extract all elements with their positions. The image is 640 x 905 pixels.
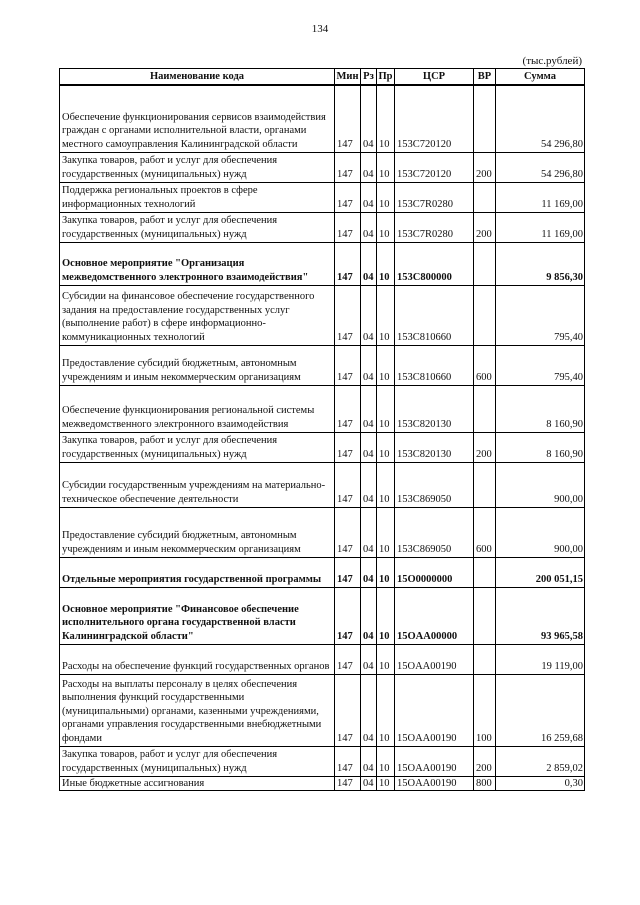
table-header-row bbox=[60, 69, 585, 86]
table-row bbox=[60, 152, 585, 182]
row-name-cell: Расходы на выплаты персоналу в целях обеспечения выполнения функций государственными (муниципальными) органами, казенными учреждениями, органами управления государственными внебюджетными фондами bbox=[60, 674, 335, 746]
units-label: (тыс.рублей) bbox=[522, 55, 582, 67]
row-vr-cell: 200 bbox=[474, 746, 496, 776]
row-vr-cell: 200 bbox=[474, 212, 496, 242]
row-csr-cell: 15O0000000 bbox=[395, 557, 474, 587]
row-pr-cell: 10 bbox=[377, 385, 395, 432]
row-name-cell: Основное мероприятие "Организация межведомственного электронного взаимодействия" bbox=[60, 242, 335, 285]
row-min-cell: 147 bbox=[335, 432, 361, 462]
header-pr: Пр bbox=[377, 69, 395, 86]
table-row bbox=[60, 746, 585, 776]
row-sum-cell: 900,00 bbox=[496, 507, 585, 557]
header-vr: ВР bbox=[474, 69, 496, 86]
row-name-cell: Основное мероприятие "Финансовое обеспечение исполнительного органа государственной власти Калининградской области" bbox=[60, 587, 335, 644]
row-csr-cell: 15OAA00190 bbox=[395, 776, 474, 791]
row-min-cell: 147 bbox=[335, 557, 361, 587]
row-vr-cell: 800 bbox=[474, 776, 496, 791]
row-pr-cell: 10 bbox=[377, 345, 395, 385]
row-sum-cell: 8 160,90 bbox=[496, 385, 585, 432]
row-pr-cell: 10 bbox=[377, 182, 395, 212]
row-pr-cell: 10 bbox=[377, 285, 395, 345]
row-min-cell: 147 bbox=[335, 674, 361, 746]
row-csr-cell: 15OAA00190 bbox=[395, 644, 474, 674]
row-rz-cell: 04 bbox=[361, 644, 377, 674]
row-csr-cell: 153C820130 bbox=[395, 385, 474, 432]
row-pr-cell: 10 bbox=[377, 507, 395, 557]
row-min-cell: 147 bbox=[335, 285, 361, 345]
row-min-cell: 147 bbox=[335, 644, 361, 674]
row-name-cell: Закупка товаров, работ и услуг для обеспечения государственных (муниципальных) нужд bbox=[60, 746, 335, 776]
table-row bbox=[60, 776, 585, 791]
row-sum-cell: 19 119,00 bbox=[496, 644, 585, 674]
row-rz-cell: 04 bbox=[361, 462, 377, 507]
row-csr-cell: 153C720120 bbox=[395, 85, 474, 152]
row-sum-cell: 54 296,80 bbox=[496, 85, 585, 152]
table-row bbox=[60, 85, 585, 152]
row-csr-cell: 15OAA00190 bbox=[395, 746, 474, 776]
row-sum-cell: 54 296,80 bbox=[496, 152, 585, 182]
row-sum-cell: 795,40 bbox=[496, 285, 585, 345]
table-row bbox=[60, 385, 585, 432]
row-min-cell: 147 bbox=[335, 242, 361, 285]
table-row bbox=[60, 462, 585, 507]
row-csr-cell: 153C869050 bbox=[395, 462, 474, 507]
row-rz-cell: 04 bbox=[361, 385, 377, 432]
table-row bbox=[60, 212, 585, 242]
row-pr-cell: 10 bbox=[377, 776, 395, 791]
row-pr-cell: 10 bbox=[377, 85, 395, 152]
header-csr: ЦСР bbox=[395, 69, 474, 86]
table-row bbox=[60, 242, 585, 285]
row-rz-cell: 04 bbox=[361, 345, 377, 385]
row-pr-cell: 10 bbox=[377, 587, 395, 644]
row-rz-cell: 04 bbox=[361, 507, 377, 557]
row-vr-cell bbox=[474, 242, 496, 285]
row-min-cell: 147 bbox=[335, 85, 361, 152]
row-rz-cell: 04 bbox=[361, 242, 377, 285]
row-rz-cell: 04 bbox=[361, 776, 377, 791]
row-name-cell: Иные бюджетные ассигнования bbox=[60, 776, 335, 791]
row-name-cell: Закупка товаров, работ и услуг для обеспечения государственных (муниципальных) нужд bbox=[60, 432, 335, 462]
table-row bbox=[60, 345, 585, 385]
row-csr-cell: 153C810660 bbox=[395, 345, 474, 385]
row-min-cell: 147 bbox=[335, 462, 361, 507]
header-rz: Рз bbox=[361, 69, 377, 86]
row-pr-cell: 10 bbox=[377, 432, 395, 462]
row-name-cell: Закупка товаров, работ и услуг для обеспечения государственных (муниципальных) нужд bbox=[60, 152, 335, 182]
row-name-cell: Отдельные мероприятия государственной программы bbox=[60, 557, 335, 587]
table-row bbox=[60, 587, 585, 644]
row-sum-cell: 11 169,00 bbox=[496, 212, 585, 242]
row-pr-cell: 10 bbox=[377, 152, 395, 182]
row-rz-cell: 04 bbox=[361, 557, 377, 587]
header-name: Наименование кода bbox=[60, 69, 335, 86]
row-pr-cell: 10 bbox=[377, 462, 395, 507]
row-min-cell: 147 bbox=[335, 182, 361, 212]
row-rz-cell: 04 bbox=[361, 85, 377, 152]
header-sum: Сумма bbox=[496, 69, 585, 86]
row-vr-cell bbox=[474, 462, 496, 507]
row-rz-cell: 04 bbox=[361, 212, 377, 242]
row-vr-cell bbox=[474, 385, 496, 432]
row-min-cell: 147 bbox=[335, 776, 361, 791]
row-pr-cell: 10 bbox=[377, 212, 395, 242]
row-rz-cell: 04 bbox=[361, 432, 377, 462]
row-vr-cell bbox=[474, 85, 496, 152]
row-rz-cell: 04 bbox=[361, 152, 377, 182]
row-vr-cell: 600 bbox=[474, 507, 496, 557]
row-vr-cell: 100 bbox=[474, 674, 496, 746]
row-name-cell: Обеспечение функционирования сервисов взаимодействия граждан с органами исполнительной власти, органами местного самоуправления Калининградской области bbox=[60, 85, 335, 152]
row-sum-cell: 0,30 bbox=[496, 776, 585, 791]
row-min-cell: 147 bbox=[335, 345, 361, 385]
table-row bbox=[60, 557, 585, 587]
row-name-cell: Субсидии государственным учреждениям на материально-техническое обеспечение деятельности bbox=[60, 462, 335, 507]
row-csr-cell: 153C820130 bbox=[395, 432, 474, 462]
row-name-cell: Предоставление субсидий бюджетным, автономным учреждениям и иным некоммерческим организациям bbox=[60, 345, 335, 385]
row-csr-cell: 15OAA00190 bbox=[395, 674, 474, 746]
row-sum-cell: 795,40 bbox=[496, 345, 585, 385]
row-sum-cell: 16 259,68 bbox=[496, 674, 585, 746]
row-min-cell: 147 bbox=[335, 587, 361, 644]
row-rz-cell: 04 bbox=[361, 746, 377, 776]
row-vr-cell bbox=[474, 182, 496, 212]
row-pr-cell: 10 bbox=[377, 746, 395, 776]
row-csr-cell: 153C720120 bbox=[395, 152, 474, 182]
row-csr-cell: 153C7R0280 bbox=[395, 212, 474, 242]
row-vr-cell bbox=[474, 587, 496, 644]
row-name-cell: Закупка товаров, работ и услуг для обеспечения государственных (муниципальных) нужд bbox=[60, 212, 335, 242]
row-sum-cell: 900,00 bbox=[496, 462, 585, 507]
row-sum-cell: 2 859,02 bbox=[496, 746, 585, 776]
row-rz-cell: 04 bbox=[361, 285, 377, 345]
row-pr-cell: 10 bbox=[377, 557, 395, 587]
row-csr-cell: 153C7R0280 bbox=[395, 182, 474, 212]
table-row bbox=[60, 644, 585, 674]
row-min-cell: 147 bbox=[335, 212, 361, 242]
row-pr-cell: 10 bbox=[377, 674, 395, 746]
row-min-cell: 147 bbox=[335, 385, 361, 432]
table-row bbox=[60, 182, 585, 212]
header-min: Мин bbox=[335, 69, 361, 86]
row-sum-cell: 11 169,00 bbox=[496, 182, 585, 212]
row-name-cell: Поддержка региональных проектов в сфере информационных технологий bbox=[60, 182, 335, 212]
row-sum-cell: 9 856,30 bbox=[496, 242, 585, 285]
table-row bbox=[60, 432, 585, 462]
table-body bbox=[60, 85, 585, 791]
row-csr-cell: 153C800000 bbox=[395, 242, 474, 285]
row-csr-cell: 153C869050 bbox=[395, 507, 474, 557]
table-row bbox=[60, 674, 585, 746]
page-number: 134 bbox=[311, 23, 329, 35]
row-name-cell: Расходы на обеспечение функций государственных органов bbox=[60, 644, 335, 674]
row-vr-cell: 200 bbox=[474, 152, 496, 182]
budget-table bbox=[59, 68, 585, 791]
row-name-cell: Предоставление субсидий бюджетным, автономным учреждениям и иным некоммерческим организациям bbox=[60, 507, 335, 557]
row-pr-cell: 10 bbox=[377, 644, 395, 674]
row-min-cell: 147 bbox=[335, 746, 361, 776]
row-vr-cell: 200 bbox=[474, 432, 496, 462]
table-row bbox=[60, 507, 585, 557]
row-vr-cell bbox=[474, 644, 496, 674]
row-name-cell: Субсидии на финансовое обеспечение государственного задания на предоставление государственных услуг (выполнение работ) в сфере информационно-коммуникационных технологий bbox=[60, 285, 335, 345]
row-sum-cell: 200 051,15 bbox=[496, 557, 585, 587]
row-min-cell: 147 bbox=[335, 152, 361, 182]
row-csr-cell: 153C810660 bbox=[395, 285, 474, 345]
row-vr-cell bbox=[474, 557, 496, 587]
row-name-cell: Обеспечение функционирования региональной системы межведомственного электронного взаимодействия bbox=[60, 385, 335, 432]
row-min-cell: 147 bbox=[335, 507, 361, 557]
table-row bbox=[60, 285, 585, 345]
row-csr-cell: 15OAA00000 bbox=[395, 587, 474, 644]
row-pr-cell: 10 bbox=[377, 242, 395, 285]
row-rz-cell: 04 bbox=[361, 182, 377, 212]
row-sum-cell: 93 965,58 bbox=[496, 587, 585, 644]
row-vr-cell: 600 bbox=[474, 345, 496, 385]
row-vr-cell bbox=[474, 285, 496, 345]
row-rz-cell: 04 bbox=[361, 587, 377, 644]
row-sum-cell: 8 160,90 bbox=[496, 432, 585, 462]
row-rz-cell: 04 bbox=[361, 674, 377, 746]
